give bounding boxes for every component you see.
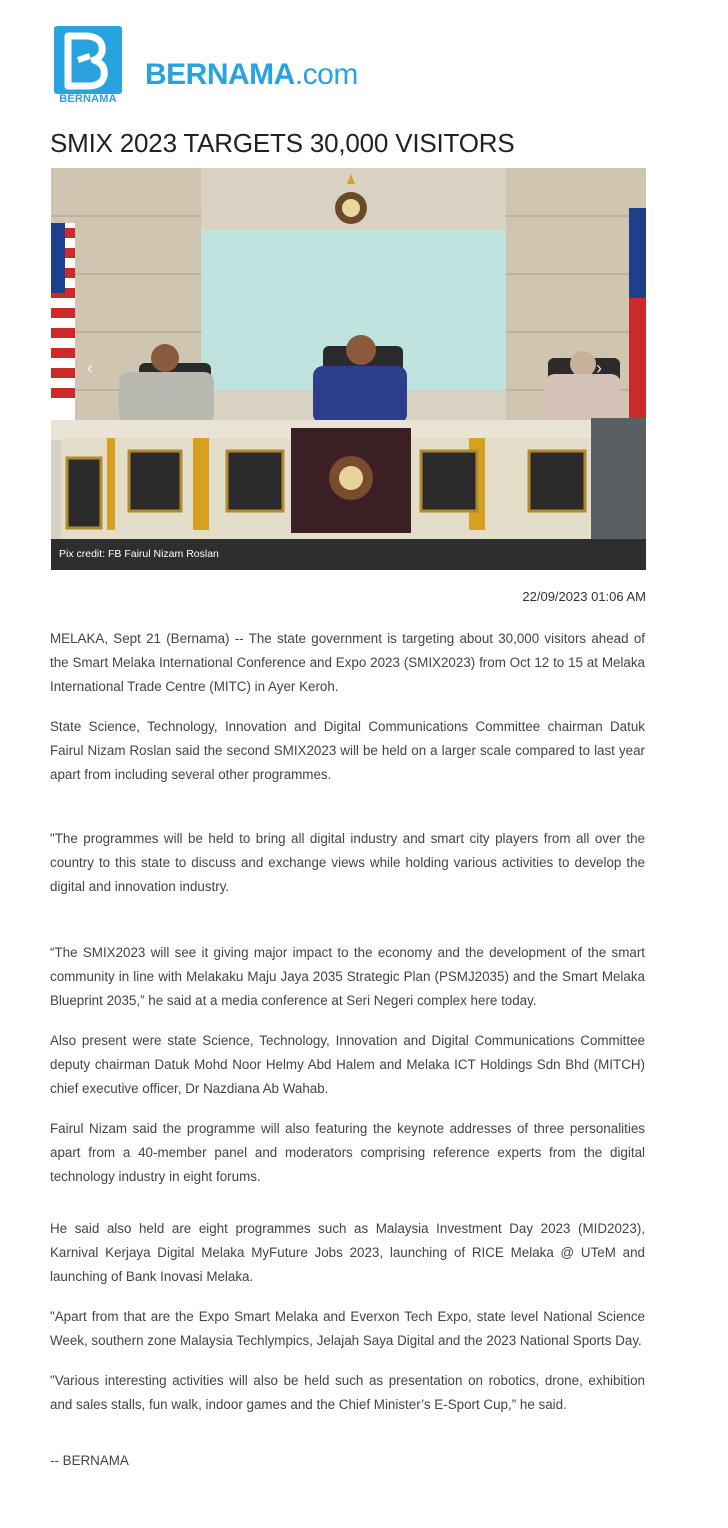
article-paragraph: He said also held are eight programmes such as Malaysia Investment Day 2023 (MID2023), Karnival Kerjaya Digital Melaka MyFuture Jobs 2023, launching of RICE Melaka @ UTeM and launching of Bank Inovasi Melaka.: [50, 1221, 645, 1284]
site-name-bold: BERNAMA: [145, 58, 295, 91]
photo-caption-bar: [51, 539, 646, 570]
article-date: 22/09/2023 01:06 AM: [522, 589, 646, 604]
article-paragraph: "The programmes will be held to bring all digital industry and smart city players from all over the country to this state to discuss and exchange views while holding various activities to develop the digital and innovation industry.: [50, 831, 645, 894]
logo-wordmark: BERNAMA: [59, 93, 117, 105]
article-photo: [51, 168, 646, 570]
photo-next-arrow-icon[interactable]: ›: [596, 358, 602, 378]
article-paragraph: "Various interesting activities will also be held such as presentation on robotics, drone, exhibition and sales stalls, fun walk, indoor games and the Chief Minister’s E-Sport Cup,” he said.: [50, 1373, 645, 1412]
press-conference-photo: [51, 168, 646, 570]
photo-caption: Pix credit: FB Fairul Nizam Roslan: [59, 548, 219, 560]
site-name-link[interactable]: [145, 60, 358, 90]
article-paragraph: Also present were state Science, Technology, Innovation and Digital Communications Committee deputy chairman Datuk Mohd Noor Helmy Abd Halem and Melaka ICT Holdings Sdn Bhd (MITCH) chief executive officer, Dr Nazdiana Ab Wahab.: [50, 1033, 645, 1096]
article-signoff: -- BERNAMA: [50, 1453, 129, 1468]
site-name-suffix: .com: [294, 58, 358, 91]
article-paragraph: "Apart from that are the Expo Smart Melaka and Everxon Tech Expo, state level National Science Week, southern zone Malaysia Techlympics, Jelajah Saya Digital and the 2023 National Sports Day.: [50, 1309, 645, 1348]
article-paragraph: State Science, Technology, Innovation and Digital Communications Committee chairman Datuk Fairul Nizam Roslan said the second SMIX2023 will be held on a larger scale compared to last year apart from including several other programmes.: [50, 719, 645, 782]
article-headline: SMIX 2023 TARGETS 30,000 VISITORS: [50, 128, 515, 158]
site-header: [54, 26, 474, 106]
article-paragraph: Fairul Nizam said the programme will also featuring the keynote addresses of three personalities apart from a 40-member panel and moderators comprising reference experts from the digital technology industry in eight forums.: [50, 1121, 645, 1184]
article-body: [50, 627, 645, 1473]
photo-prev-arrow-icon[interactable]: ‹: [87, 358, 93, 378]
bernama-logo-icon[interactable]: [54, 26, 122, 94]
article-paragraph: MELAKA, Sept 21 (Bernama) -- The state government is targeting about 30,000 visitors ahead of the Smart Melaka International Conference and Expo 2023 (SMIX2023) from Oct 12 to 15 at Melaka International Trade Centre (MITC) in Ayer Keroh.: [50, 631, 645, 694]
article-paragraph: “The SMIX2023 will see it giving major impact to the economy and the development of the smart community in line with Melakaku Maju Jaya 2035 Strategic Plan (PSMJ2035) and the Smart Melaka Blueprint 2035,” he said at a media conference at Seri Negeri complex here today.: [50, 945, 645, 1008]
